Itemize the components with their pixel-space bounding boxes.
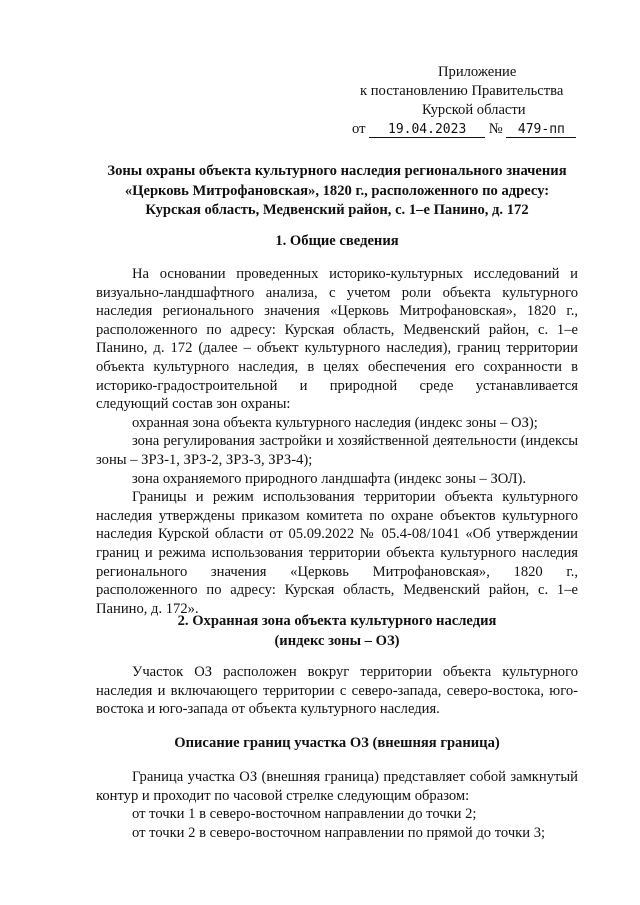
- boundary-subheading: Описание границ участка ОЗ (внешняя граница): [174, 735, 500, 751]
- section-2-heading: [96, 612, 578, 651]
- region-label: Курской области: [422, 102, 526, 118]
- title-line-2: «Церковь Митрофановская», 1820 г., расположенного по адресу:: [124, 182, 550, 199]
- boundary-description: [96, 768, 578, 842]
- section-2-heading-line-1: 2. Охранная зона объекта культурного наследия: [177, 613, 497, 629]
- section-1-paragraph-1: На основании проведенных историко-культурных исследований и визуально-ландшафтного анализа, с учетом роли объекта культурного наследия регионального значения «Церковь Митрофановская», 1820 г., расположенного по адресу: Курская область, Медвенский район, с. 1–е Панино, д. 172 (далее – объект культурного наследия), границ территории объекта культурного наследия, в целях обеспечения его сохранности в историко-градостроительной и природной среде устанавливается следующий состав зон охраны:: [96, 266, 578, 413]
- zone-item-zrz: зона регулирования застройки и хозяйственной деятельности (индексы зоны – ЗРЗ-1, ЗРЗ-2, ЗРЗ-3, ЗРЗ-4);: [96, 433, 578, 468]
- resolution-number: 479-пп: [506, 122, 576, 138]
- resolution-date: 19.04.2023: [369, 122, 485, 138]
- appendix-header: [352, 63, 592, 139]
- zone-item-zol: зона охраняемого природного ландшафта (индекс зоны – ЗОЛ).: [132, 470, 527, 487]
- date-number-line: [352, 120, 592, 139]
- section-1-body: [96, 265, 578, 618]
- section-1-paragraph-2: Границы и режим использования территории объекта культурного наследия утверждены приказом комитета по охране объектов культурного наследия Курской области от 05.09.2022 № 05.4-08/1041 «Об утверждении границ и режима использования территории объекта культурного наследия регионального значения «Церковь Митрофановская», 1820 г., расположенного по адресу: Курская область, Медвенский район, с. 1–е Панино, д. 172».: [96, 489, 578, 617]
- from-label: от: [352, 121, 366, 137]
- section-2-paragraph-2: Граница участка ОЗ (внешняя граница) представляет собой замкнутый контур и проходит по часовой стрелке следующим образом:: [96, 769, 578, 804]
- boundary-item-2: от точки 2 в северо-восточном направлении по прямой до точки 3;: [132, 824, 546, 841]
- zone-item-oz: охранная зона объекта культурного наследия (индекс зоны – ОЗ);: [132, 414, 538, 431]
- resolution-label: к постановлению Правительства: [360, 83, 564, 99]
- boundary-item-1: от точки 1 в северо-восточном направлении до точки 2;: [132, 806, 477, 823]
- document-title: [96, 162, 578, 221]
- appendix-label: Приложение: [438, 64, 517, 80]
- title-line-1: Зоны охраны объекта культурного наследия регионального значения: [107, 163, 567, 179]
- section-2-paragraph-1: Участок ОЗ расположен вокруг территории объекта культурного наследия и включающего территории с северо-запада, северо-востока, юго-востока и юго-запада от объекта культурного наследия.: [96, 664, 578, 718]
- section-1-heading: 1. Общие сведения: [275, 233, 399, 249]
- number-label: №: [488, 121, 503, 137]
- section-2-intro: [96, 663, 578, 719]
- section-2-heading-line-2: (индекс зоны – ОЗ): [274, 632, 400, 649]
- title-line-3: Курская область, Медвенский район, с. 1–е Панино, д. 172: [145, 202, 529, 218]
